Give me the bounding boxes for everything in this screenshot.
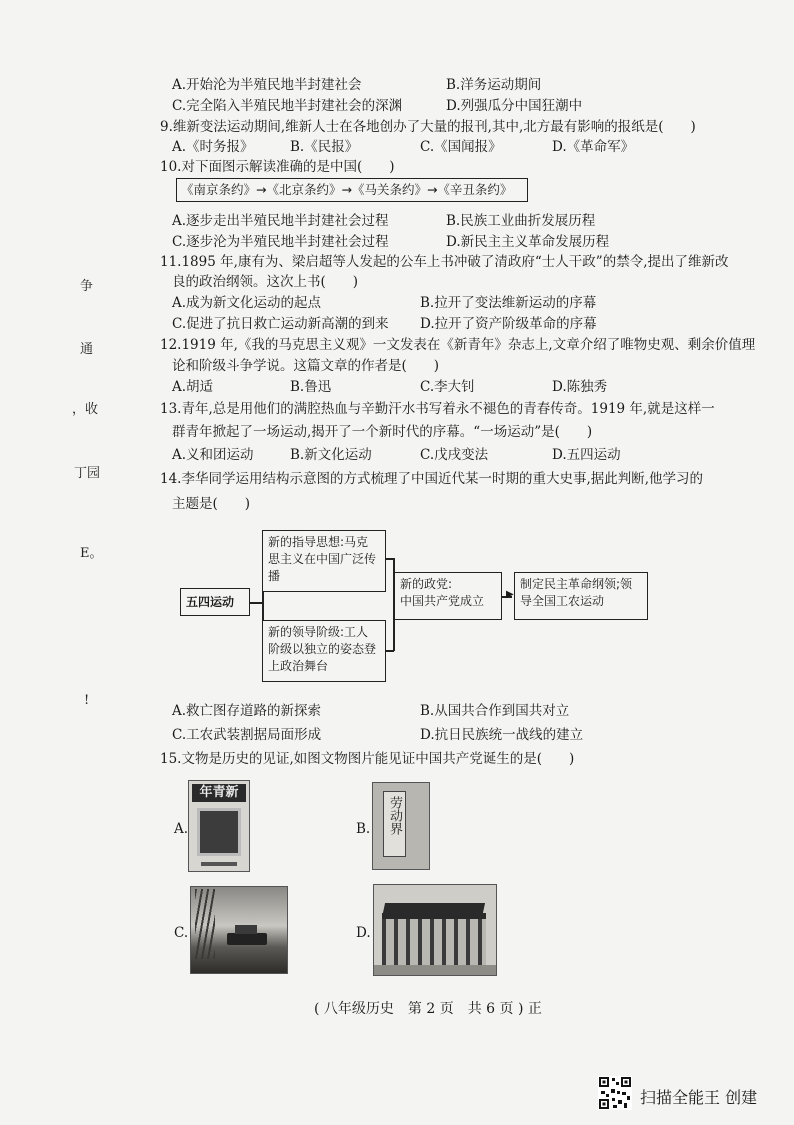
q8-option-b: B.洋务运动期间 [446,77,542,93]
treaty-sequence-box: 《南京条约》→《北京条约》→《马关条约》→《辛丑条约》 [176,178,528,202]
question-10-stem: 10.对下面图示解读准确的是中国( ) [160,159,395,175]
building-facade [382,913,486,971]
q11-option-a: A.成为新文化运动的起点 [172,295,322,311]
question-13-stem-line2: 群青年掀起了一场运动,揭开了一个新时代的序幕。“一场运动”是( ) [172,424,593,440]
boat-shape [227,933,267,945]
labor-world-cover-image [372,782,430,870]
question-14-stem-line2: 主题是( ) [172,496,251,512]
q15-option-d: D. [356,925,371,941]
q14-option-c: C.工农武装割据局面形成 [172,727,322,743]
margin-fragment: 通 [80,342,94,357]
building-ground [374,965,496,975]
margin-fragment: 丁园 [74,466,101,481]
q8-option-c: C.完全陷入半殖民地半封建社会的深渊 [172,98,403,114]
diagram-box-leading-class: 新的领导阶级:工人阶级以独立的姿态登上政治舞台 [262,620,386,682]
q12-option-d: D.陈独秀 [552,379,608,395]
q13-option-d: D.五四运动 [552,447,621,463]
magazine-cover-image [188,780,250,872]
q10-option-a: A.逐步走出半殖民地半封建社会过程 [172,213,389,229]
diagram-box-result: 制定民主革命纲领;领导全国工农运动 [514,572,648,620]
q8-option-a: A.开始沦为半殖民地半封建社会 [172,77,362,93]
q10-option-d: D.新民主主义革命发展历程 [446,234,610,250]
magazine-emblem [197,808,241,856]
q12-option-b: B.鲁迅 [290,379,332,395]
question-9-stem: 9.维新变法运动期间,维新人士在各地创办了大量的报刊,其中,北方最有影响的报纸是( ) [160,119,696,135]
margin-fragment: 争 [80,279,94,294]
q13-option-c: C.戊戌变法 [420,447,489,463]
diagram-box-guiding-thought: 新的指导思想:马克思主义在中国广泛传播 [262,530,386,592]
q8-option-d: D.列强瓜分中国狂潮中 [446,98,583,114]
magazine-title: 年青新 [192,784,246,802]
q15-option-a: A. [174,821,189,837]
q9-option-a: A.《时务报》 [172,139,254,155]
q9-option-d: D.《革命军》 [552,139,635,155]
willow-tree [195,889,215,959]
q14-option-b: B.从国共合作到国共对立 [420,703,570,719]
q14-option-d: D.抗日民族统一战线的建立 [420,727,584,743]
margin-fragment: ，收 [72,402,99,417]
question-14-stem-line1: 14.李华同学运用结构示意图的方式梳理了中国近代某一时期的重大史事,据此判断,他学习的 [160,471,704,487]
question-13-stem-line1: 13.青年,总是用他们的满腔热血与辛勤汗水书写着永不褪色的青春传奇。1919 年,就是这样一 [160,401,715,417]
q13-option-b: B.新文化运动 [290,447,372,463]
building-roof [383,903,485,913]
diagram-root-may-fourth: 五四运动 [180,588,250,616]
diagram-box-new-party: 新的政党: 中国共产党成立 [394,572,502,620]
q11-option-d: D.拉开了资产阶级革命的序幕 [420,316,597,332]
magazine-text-line [201,862,237,866]
historic-building-photo [373,884,497,976]
q14-option-a: A.救亡图存道路的新探索 [172,703,322,719]
margin-fragment: ! [84,693,90,708]
q12-option-a: A.胡适 [172,379,214,395]
q9-option-b: B.《民报》 [290,139,359,155]
arrow-head-icon: ▶ [506,589,514,600]
question-12-stem-line2: 论和阶级斗争学说。这篇文章的作者是( ) [172,358,440,374]
question-11-stem-line1: 11.1895 年,康有为、梁启超等人发起的公车上书冲破了清政府“士人干政”的禁令,提出了维新改 [160,254,729,270]
question-11-stem-line2: 良的政治纲领。这次上书( ) [172,274,359,290]
red-boat-photo [190,886,288,974]
scanner-watermark: 扫描全能王 创建 [640,1088,758,1107]
q11-option-b: B.拉开了变法维新运动的序幕 [420,295,597,311]
q15-option-c: C. [174,925,189,941]
q10-option-b: B.民族工业曲折发展历程 [446,213,596,229]
q11-option-c: C.促进了抗日救亡运动新高潮的到来 [172,316,389,332]
q10-option-c: C.逐步沦为半殖民地半封建社会过程 [172,234,389,250]
labor-world-title: 劳动界 [383,791,406,857]
q12-option-c: C.李大钊 [420,379,475,395]
page-footer: ( 八年级历史 第 2 页 共 6 页 ) 正 [314,1001,542,1017]
margin-fragment: E。 [80,546,103,561]
qr-code-icon [598,1076,632,1110]
q15-option-b: B. [356,821,371,837]
question-15-stem: 15.文物是历史的见证,如图文物图片能见证中国共产党诞生的是( ) [160,751,575,767]
diagram-connector [250,602,262,604]
q9-option-c: C.《国闻报》 [420,139,502,155]
q13-option-a: A.义和团运动 [172,447,254,463]
boat-cabin [235,925,257,934]
question-12-stem-line1: 12.1919 年,《我的马克思主义观》一文发表在《新青年》杂志上,文章介绍了唯物史观、剩余价值理 [160,337,756,353]
